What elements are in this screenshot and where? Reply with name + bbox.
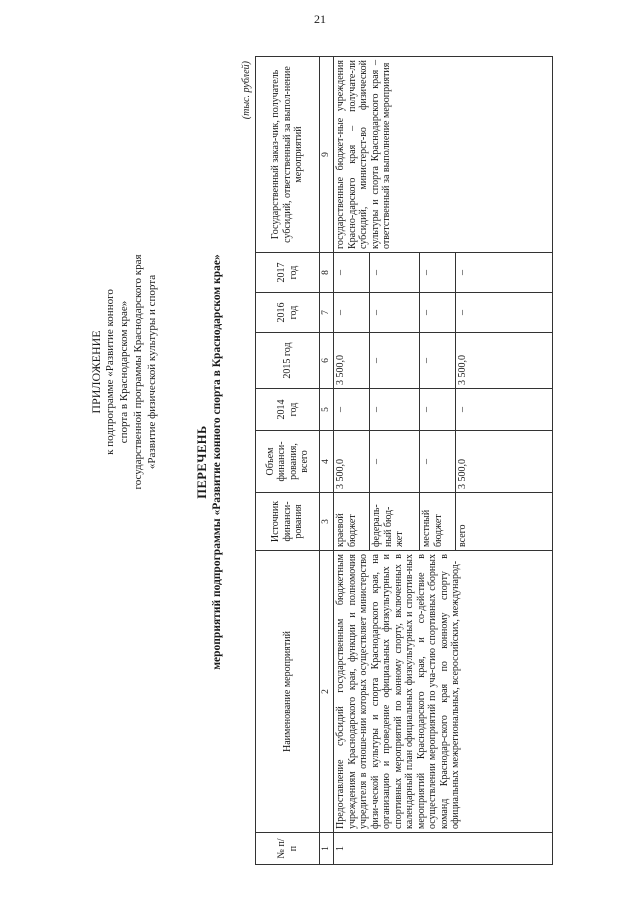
y2014-cell: –: [370, 389, 420, 431]
document-subtitle: мероприятий подпрограммы «Развитие конного спорта в Краснодарском крае»: [211, 254, 223, 670]
document-title: ПЕРЕЧЕНЬ: [195, 425, 209, 499]
y2017-cell: –: [456, 253, 553, 293]
y2015-cell: –: [420, 333, 456, 389]
y2014-cell: –: [456, 389, 553, 431]
header-name: Наименование мероприятий: [256, 551, 320, 833]
units-note: (тыс. рублей): [241, 61, 252, 120]
y2016-cell: –: [420, 293, 456, 333]
column-number: 5: [320, 389, 334, 431]
column-number: 8: [320, 253, 334, 293]
column-number: 2: [320, 551, 334, 833]
y2017-cell: –: [370, 253, 420, 293]
column-number: 6: [320, 333, 334, 389]
volume-cell: –: [420, 431, 456, 493]
column-number: 4: [320, 431, 334, 493]
volume-cell: 3 500,0: [334, 431, 370, 493]
source-cell: всего: [456, 493, 553, 551]
header-customer: Государственный заказ-чик, получатель субсидий, ответственный за выпол-нение мероприятий: [256, 57, 320, 253]
appendix-heading: ПРИЛОЖЕНИЕ: [89, 330, 103, 414]
header-2014: 2014 год: [256, 389, 320, 431]
y2015-cell: 3 500,0: [456, 333, 553, 389]
appendix-line: к подпрограмме «Развитие конного: [104, 289, 116, 455]
column-number-row: [320, 57, 334, 865]
rotated-page-content: [85, 57, 555, 867]
events-table: [255, 56, 553, 865]
page-number: 21: [314, 12, 326, 26]
appendix-line: «Развитие физической культуры и спорта: [146, 274, 158, 470]
column-number: 7: [320, 293, 334, 333]
volume-cell: 3 500,0: [456, 431, 553, 493]
table-row: [334, 57, 370, 865]
y2016-cell: –: [456, 293, 553, 333]
header-2015: 2015 год: [256, 333, 320, 389]
source-cell: федераль-ный бюд-жет: [370, 493, 420, 551]
column-number: 9: [320, 57, 334, 253]
header-volume: Объем финанси-рования, всего: [256, 431, 320, 493]
header-num: № п/п: [256, 833, 320, 865]
header-2017: 2017 год: [256, 253, 320, 293]
y2014-cell: –: [420, 389, 456, 431]
y2016-cell: –: [334, 293, 370, 333]
document-titles: [195, 57, 223, 867]
header-2016: 2016 год: [256, 293, 320, 333]
header-row: [256, 57, 320, 865]
volume-cell: –: [370, 431, 420, 493]
row-num: 1: [334, 833, 553, 865]
appendix-line: спорта в Краснодарском крае»: [118, 300, 130, 444]
column-number: 3: [320, 493, 334, 551]
header-source: Источник финанси-рования: [256, 493, 320, 551]
y2015-cell: –: [370, 333, 420, 389]
event-name: Предоставление субсидий государственным бюджетным учреждениям Краснодарского края, функции и полномочия учредителя в отноше-нии которых осуществляет министерство физи-ческой культуры и спорта Краснодарского края, на организацию и проведение официальных физкультурных и спортивных мероприятий по конному спорту, включенных в календарный план официальных физкультурных и спортив-ных мероприятий Краснодарского края, и со-действие в осуществлении мероприятий по уча-стию спортивных сборных команд Краснодар-ского края по конному спорту в официальных межрегиональных, всероссийских, международ-: [334, 551, 553, 833]
y2016-cell: –: [370, 293, 420, 333]
y2017-cell: –: [420, 253, 456, 293]
y2017-cell: –: [334, 253, 370, 293]
appendix-line: государственной программы Краснодарского края: [132, 254, 144, 490]
customer-cell: государственные бюджет-ные учреждения Красно-дарского края – получате-ли субсидий, министерст-во физической культуры и спорта Краснодарского края – ответственный за выполнение мероприятия: [334, 57, 553, 253]
column-number: 1: [320, 833, 334, 865]
source-cell: местный бюджет: [420, 493, 456, 551]
source-cell: краевой бюджет: [334, 493, 370, 551]
appendix-block: [89, 227, 159, 517]
y2014-cell: –: [334, 389, 370, 431]
y2015-cell: 3 500,0: [334, 333, 370, 389]
